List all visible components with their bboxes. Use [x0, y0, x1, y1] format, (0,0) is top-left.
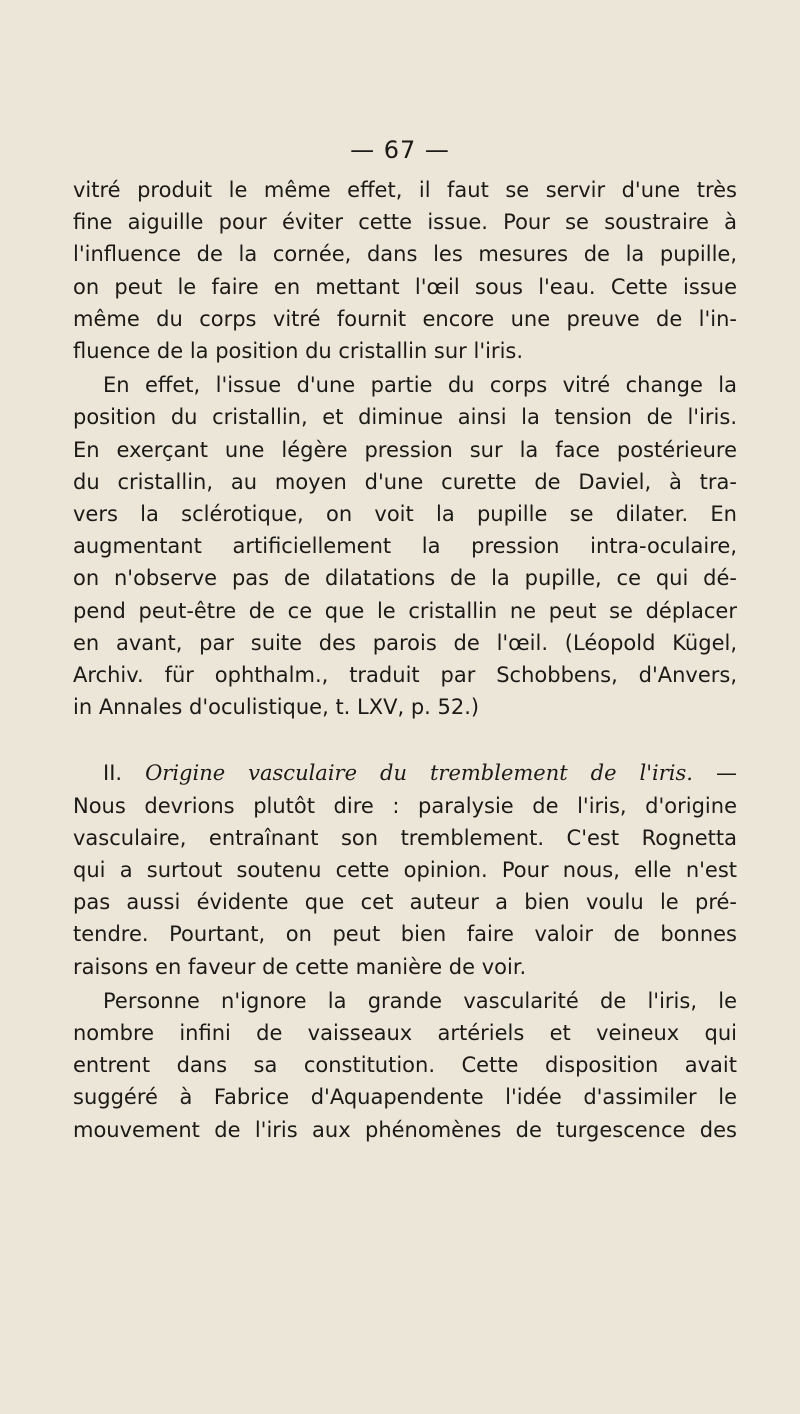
section-2	[73, 757, 737, 982]
text-line: raisons en faveur de cette manière de voir.	[73, 954, 527, 979]
body-text	[73, 174, 737, 1146]
text-line: suggéré à Fabrice d'Aquapendente l'idée d'assimiler le	[73, 1085, 737, 1110]
text-line: En exerçant une légère pression sur la face postérieure	[73, 437, 737, 462]
page-number: — 67 —	[350, 136, 450, 164]
text-line: du cristallin, au moyen d'une curette de Daviel, à tra-	[73, 469, 737, 494]
text-line: Archiv. für ophthalm., traduit par Schobbens, d'Anvers,	[73, 663, 737, 688]
text-line: pas aussi évidente que cet auteur a bien voulu le pré-	[73, 890, 737, 915]
text-line: on peut le faire en mettant l'œil sous l'eau. Cette issue	[73, 274, 737, 299]
text-line: En effet, l'issue d'une partie du corps vitré change la	[103, 373, 737, 398]
paragraph-4	[73, 985, 737, 1146]
paragraph-1	[73, 174, 737, 367]
text-line: entrent dans sa constitution. Cette disposition avait	[73, 1053, 737, 1078]
text-line: nombre infini de vaisseaux artériels et veineux qui	[73, 1021, 737, 1046]
text-line: vitré produit le même effet, il faut se servir d'une très	[73, 178, 737, 202]
text-line: mouvement de l'iris aux phénomènes de turgescence des	[73, 1117, 737, 1142]
section-heading-dash: —	[715, 761, 737, 786]
text-line: in Annales d'oculistique, t. LXV, p. 52.)	[73, 695, 480, 720]
text-line: tendre. Pourtant, on peut bien faire valoir de bonnes	[73, 922, 737, 947]
text-line: on n'observe pas de dilatations de la pupille, ce qui dé-	[73, 566, 737, 591]
text-line: position du cristallin, et diminue ainsi la tension de l'iris.	[73, 405, 737, 430]
section-heading	[73, 757, 737, 789]
text-line: fluence de la position du cristallin sur l'iris.	[73, 339, 524, 364]
paragraph-2	[73, 369, 737, 723]
text-line: qui a surtout soutenu cette opinion. Pour nous, elle n'est	[73, 858, 737, 883]
text-line: pend peut-être de ce que le cristallin ne peut se déplacer	[73, 598, 737, 623]
section-heading-number: II.	[103, 761, 123, 786]
text-line: vasculaire, entraînant son tremblement. C'est Rognetta	[73, 825, 737, 850]
text-line: l'influence de la cornée, dans les mesures de la pupille,	[73, 242, 737, 267]
text-line: vers la sclérotique, on voit la pupille se dilater. En	[73, 502, 737, 527]
text-line: fine aiguille pour éviter cette issue. Pour se soustraire à	[73, 210, 737, 235]
text-line: Personne n'ignore la grande vascularité de l'iris, le	[103, 988, 737, 1013]
section-heading-title: Origine vasculaire du tremblement de l'iris.	[145, 761, 693, 786]
text-line: augmentant artificiellement la pression intra-oculaire,	[73, 534, 737, 559]
text-line: Nous devrions plutôt dire : paralysie de l'iris, d'origine	[73, 793, 737, 818]
text-line: en avant, par suite des parois de l'œil. (Léopold Kügel,	[73, 630, 737, 655]
text-line: même du corps vitré fournit encore une preuve de l'in-	[73, 306, 737, 331]
